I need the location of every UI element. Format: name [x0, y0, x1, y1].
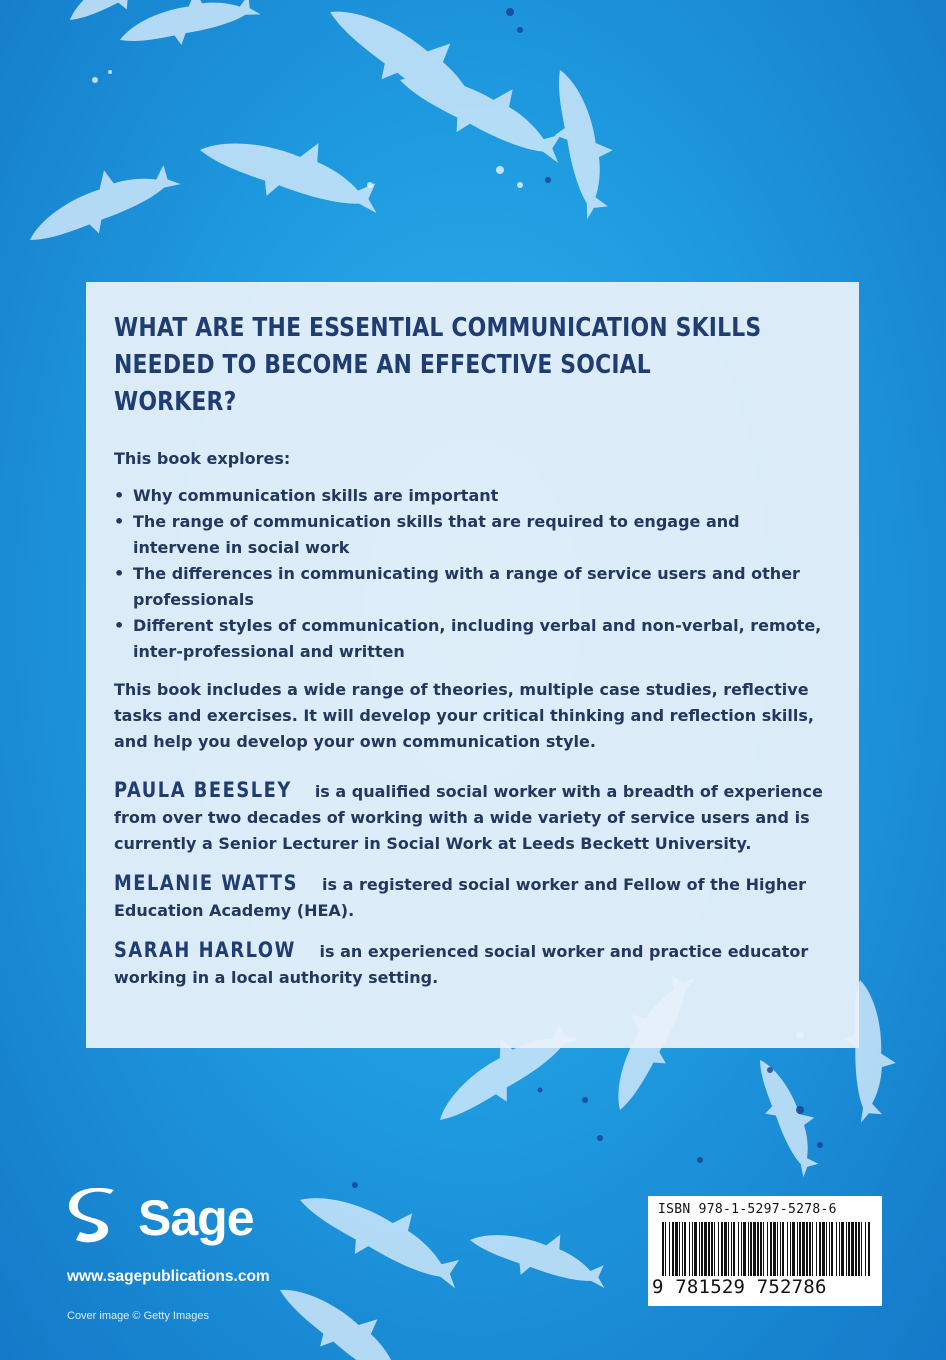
barcode-bar: [782, 1222, 784, 1276]
barcode-bar: [858, 1222, 860, 1276]
list-item: [114, 509, 831, 561]
barcode-bar: [846, 1222, 847, 1276]
barcode-bar: [682, 1222, 683, 1276]
barcode-bar: [831, 1222, 833, 1276]
barcode-bar: [692, 1222, 693, 1276]
barcode-bar: [812, 1222, 813, 1276]
bullet-glyph: •: [114, 564, 125, 583]
barcode-bar: [861, 1222, 862, 1276]
isbn-barcode: [648, 1196, 882, 1306]
barcode-bar: [865, 1222, 866, 1276]
author-name: SARAH HARLOW: [114, 938, 296, 962]
publisher-logo: [66, 1188, 254, 1248]
barcode-bar: [829, 1222, 830, 1276]
barcode-bar: [760, 1222, 762, 1276]
barcode-bar: [724, 1222, 727, 1276]
barcode-bar: [662, 1222, 664, 1276]
barcode-bar: [826, 1222, 827, 1276]
barcode-bar: [819, 1222, 821, 1276]
author-bio: is an experienced social worker and practice educator working in a local authority setting.: [114, 942, 809, 987]
barcode-bar: [743, 1222, 746, 1276]
barcode-bar: [809, 1222, 811, 1276]
barcode-bar: [704, 1222, 707, 1276]
bullet-glyph: •: [114, 486, 125, 505]
author-melanie-watts: [114, 870, 831, 924]
bullet-text: The differences in communicating with a range of service users and other professionals: [133, 564, 800, 609]
barcode-bar: [767, 1222, 768, 1276]
barcode-bar: [757, 1222, 759, 1276]
author-bio: is a registered social worker and Fellow of the Higher Education Academy (HEA).: [114, 875, 807, 920]
barcode-bar: [721, 1222, 723, 1276]
barcode-bar: [718, 1222, 719, 1276]
explores-label: This book explores:: [114, 449, 291, 468]
barcode-bar: [753, 1222, 756, 1276]
author-paula-beesley: [114, 777, 831, 857]
barcode-bar: [816, 1222, 817, 1276]
headline: WHAT ARE THE ESSENTIAL COMMUNICATION SKILLS NEEDED TO BECOME AN EFFECTIVE SOCIAL WORKER?: [114, 313, 762, 417]
barcode-bar: [733, 1222, 735, 1276]
barcode-bar: [802, 1222, 805, 1276]
barcode-bars: [662, 1222, 872, 1276]
barcode-bar: [675, 1222, 678, 1276]
barcode-bar: [836, 1222, 837, 1276]
barcode-bar: [672, 1222, 674, 1276]
bullet-text: Different styles of communication, including verbal and non-verbal, remote, inter-professional and written: [133, 616, 822, 661]
author-bio: is a qualified social worker with a breadth of experience from over two decades of working with a wide variety of service users and is currently a Senior Lecturer in Social Work at Leeds Beckett University.: [114, 782, 823, 853]
barcode-bar: [792, 1222, 795, 1276]
barcode-bar: [699, 1222, 700, 1276]
publisher-website: www.sagepublications.com: [67, 1268, 270, 1285]
barcode-bar: [679, 1222, 680, 1276]
list-item: [114, 613, 831, 665]
book-summary: This book includes a wide range of theories, multiple case studies, reflective tasks and exercises. It will develop your critical thinking and reflection skills, and help you develop your own communication style.: [114, 680, 814, 751]
bullet-text: Why communication skills are important: [133, 486, 499, 505]
isbn-label: ISBN 978-1-5297-5278-6: [658, 1202, 837, 1217]
bullet-glyph: •: [114, 616, 125, 635]
barcode-bar: [797, 1222, 798, 1276]
author-sarah-harlow: [114, 937, 831, 991]
barcode-bar: [777, 1222, 778, 1276]
barcode-bar: [787, 1222, 788, 1276]
barcode-bar: [738, 1222, 739, 1276]
barcode-bar: [714, 1222, 715, 1276]
barcode-bar: [770, 1222, 772, 1276]
cover-credit: Cover image © Getty Images: [67, 1310, 209, 1322]
bullet-text: The range of communication skills that are required to engage and intervene in social work: [133, 512, 740, 557]
barcode-bar: [822, 1222, 825, 1276]
barcode-bar: [848, 1222, 850, 1276]
barcode-bar: [799, 1222, 801, 1276]
barcode-bar: [711, 1222, 713, 1276]
barcode-bar: [684, 1222, 686, 1276]
author-name: PAULA BEESLEY: [114, 778, 292, 802]
barcode-bar: [780, 1222, 781, 1276]
barcode-bar: [701, 1222, 703, 1276]
barcode-bar: [748, 1222, 749, 1276]
list-item: [114, 483, 831, 509]
barcode-bar: [851, 1222, 854, 1276]
list-item: [114, 561, 831, 613]
barcode-bar: [855, 1222, 857, 1276]
barcode-bar: [868, 1222, 870, 1276]
info-panel: [86, 282, 859, 1048]
barcode-bar: [708, 1222, 710, 1276]
barcode-bar: [694, 1222, 697, 1276]
barcode-bar: [750, 1222, 752, 1276]
barcode-bar: [773, 1222, 776, 1276]
barcode-bar: [741, 1222, 742, 1276]
barcode-bar: [763, 1222, 764, 1276]
barcode-bar: [689, 1222, 690, 1276]
barcode-bar: [669, 1222, 670, 1276]
barcode-bar: [841, 1222, 844, 1276]
barcode-bar: [665, 1222, 666, 1276]
author-name: MELANIE WATTS: [114, 871, 298, 895]
barcode-bar: [839, 1222, 840, 1276]
barcode-bar: [731, 1222, 732, 1276]
isbn-digits: 9 781529 752786: [652, 1276, 827, 1298]
sage-logo-icon: [66, 1188, 126, 1248]
publisher-name: Sage: [138, 1190, 254, 1246]
bullet-glyph: •: [114, 512, 125, 531]
barcode-bar: [790, 1222, 791, 1276]
barcode-bar: [806, 1222, 808, 1276]
barcode-bar: [728, 1222, 729, 1276]
bullet-list: [114, 483, 831, 665]
